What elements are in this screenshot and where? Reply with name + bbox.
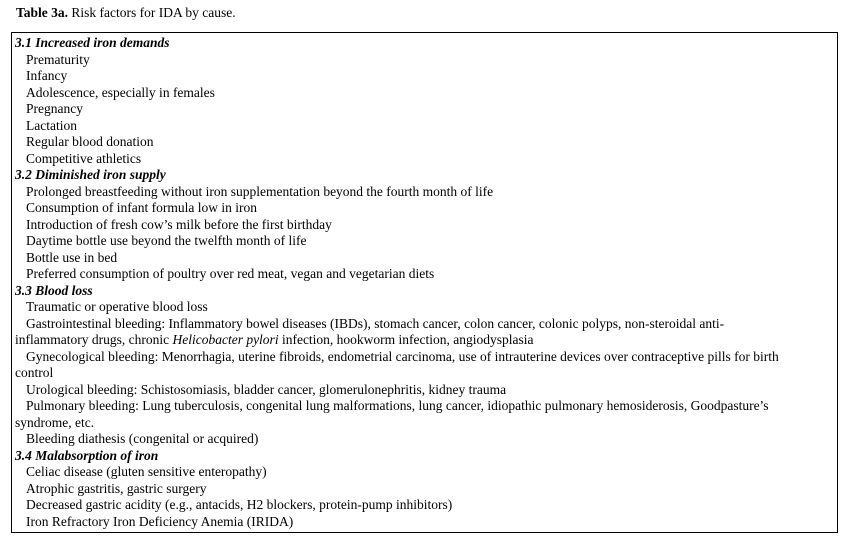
gyn-bleeding-line2: control bbox=[15, 365, 54, 380]
section-title-diminished-iron-supply: 3.2 Diminished iron supply bbox=[15, 167, 166, 182]
list-item: Prematurity bbox=[26, 51, 90, 67]
list-item: Iron Refractory Iron Deficiency Anemia (IRIDA) bbox=[26, 513, 294, 529]
helicobacter-pylori-text: Helicobacter pylori bbox=[172, 332, 279, 347]
list-item: Preferred consumption of poultry over red meat, vegan and vegetarian diets bbox=[26, 266, 435, 281]
list-item: Competitive athletics bbox=[26, 150, 142, 166]
table-content bbox=[15, 35, 829, 530]
list-item: Decreased gastric acidity (e.g., antacids, H2 blockers, protein-pump inhibitors) bbox=[26, 497, 453, 512]
list-item: Bottle use in bed bbox=[26, 249, 118, 265]
gi-bleeding-line2-post: infection, hookworm infection, angiodysplasia bbox=[278, 332, 534, 347]
section-title-increased-iron-demands: 3.1 Increased iron demands bbox=[15, 35, 170, 50]
list-item: Pregnancy bbox=[26, 101, 83, 116]
list-item: Traumatic or operative blood loss bbox=[26, 299, 208, 314]
table-caption-text: Risk factors for IDA by cause. bbox=[68, 5, 236, 20]
table-label: Table 3a. bbox=[16, 5, 69, 20]
gi-bleeding-line2 bbox=[15, 332, 829, 349]
section-title-blood-loss: 3.3 Blood loss bbox=[15, 282, 93, 298]
section-title-malabsorption: 3.4 Malabsorption of iron bbox=[15, 447, 159, 463]
pulm-bleeding-line1: Pulmonary bleeding: Lung tuberculosis, congenital lung malformations, lung cancer, idiopathic pulmonary hemosiderosis, Goodpasture’s bbox=[26, 398, 769, 413]
list-item-urological-bleeding: Urological bleeding: Schistosomiasis, bladder cancer, glomerulonephritis, kidney trauma bbox=[26, 381, 507, 397]
gyn-bleeding-line1: Gynecological bleeding: Menorrhagia, uterine fibroids, endometrial carcinoma, use of intrauterine devices over contraceptive pills for birth bbox=[26, 348, 779, 364]
list-item: Celiac disease (gluten sensitive enteropathy) bbox=[26, 464, 267, 479]
list-item: Consumption of infant formula low in iron bbox=[26, 200, 257, 215]
table-caption bbox=[16, 5, 236, 21]
table-box bbox=[11, 32, 838, 533]
gi-bleeding-line2-pre: inflammatory drugs, chronic bbox=[15, 332, 173, 347]
gi-bleeding-line1: Gastrointestinal bleeding: Inflammatory bowel diseases (IBDs), stomach cancer, colon cancer, colonic polyps, non-steroidal anti- bbox=[26, 315, 725, 331]
list-item: Daytime bottle use beyond the twelfth month of life bbox=[26, 233, 307, 248]
list-item: Regular blood donation bbox=[26, 134, 154, 149]
list-item: Adolescence, especially in females bbox=[26, 84, 215, 100]
list-item-gastrointestinal-bleeding bbox=[15, 316, 829, 349]
list-item-pulmonary-bleeding bbox=[15, 398, 829, 431]
list-item-bleeding-diathesis: Bleeding diathesis (congenital or acquired) bbox=[26, 431, 259, 446]
list-item-gynecological-bleeding bbox=[15, 349, 829, 382]
list-item: Introduction of fresh cow’s milk before the first birthday bbox=[26, 216, 332, 232]
list-item: Infancy bbox=[26, 68, 68, 83]
list-item: Lactation bbox=[26, 117, 77, 133]
list-item: Prolonged breastfeeding without iron supplementation beyond the fourth month of life bbox=[26, 183, 494, 199]
pulm-bleeding-line2: syndrome, etc. bbox=[15, 414, 95, 430]
list-item: Atrophic gastritis, gastric surgery bbox=[26, 480, 207, 496]
